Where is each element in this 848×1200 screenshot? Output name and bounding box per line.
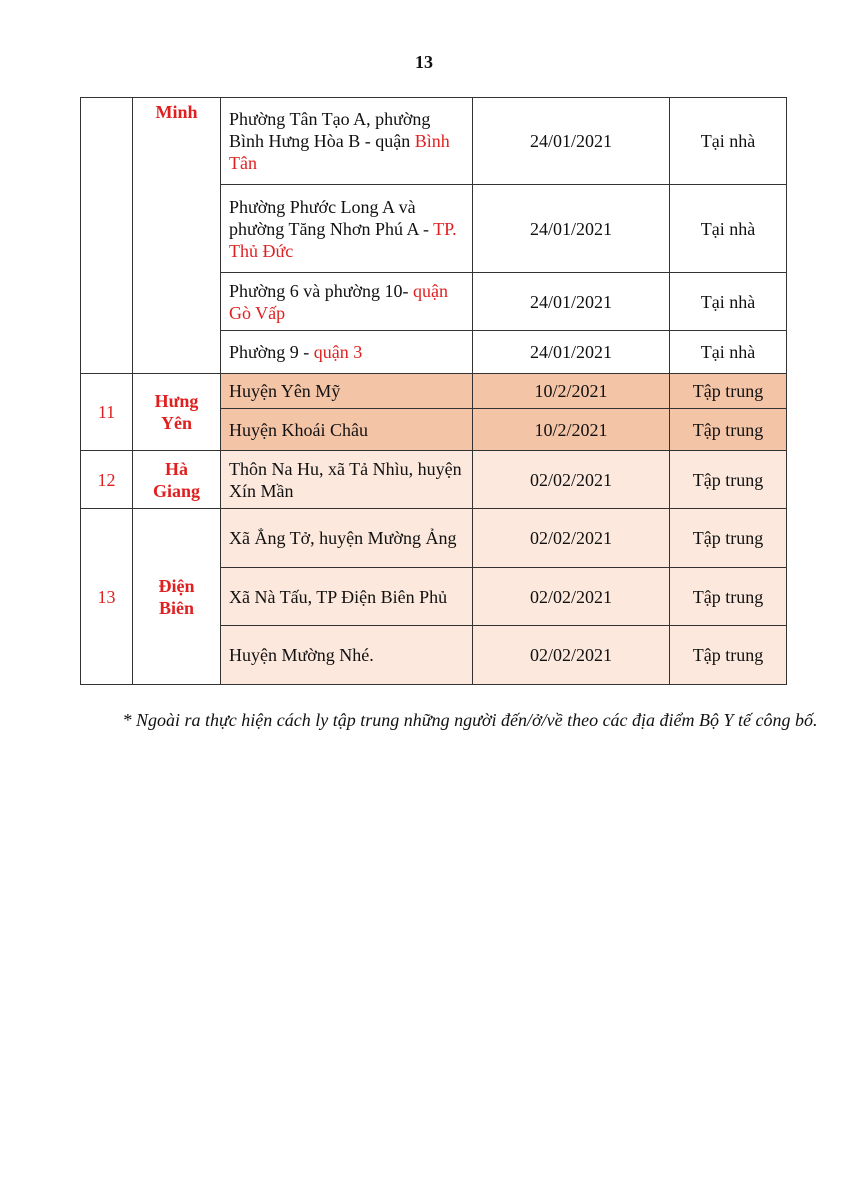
- location-cell: Huyện Mường Nhé.: [221, 626, 473, 685]
- date-cell: 24/01/2021: [473, 98, 670, 185]
- date-cell: 10/2/2021: [473, 409, 670, 451]
- date-cell: 02/02/2021: [473, 451, 670, 509]
- row-number-cell: 11: [81, 374, 133, 451]
- province-cell: Minh: [133, 98, 221, 374]
- location-cell: Huyện Khoái Châu: [221, 409, 473, 451]
- date-cell: 02/02/2021: [473, 568, 670, 626]
- table-row: [81, 374, 787, 409]
- type-cell: Tại nhà: [670, 185, 787, 273]
- location-cell: Phường Phước Long A và phường Tăng Nhơn Phú A - TP. Thủ Đức: [221, 185, 473, 273]
- type-cell: Tại nhà: [670, 98, 787, 185]
- date-cell: 24/01/2021: [473, 273, 670, 331]
- page-number: 13: [415, 52, 433, 72]
- type-cell: Tập trung: [670, 626, 787, 685]
- table-row: [81, 509, 787, 568]
- date-cell: 10/2/2021: [473, 374, 670, 409]
- row-number-cell: [81, 98, 133, 374]
- location-cell: Huyện Yên Mỹ: [221, 374, 473, 409]
- date-cell: 02/02/2021: [473, 626, 670, 685]
- row-number-cell: 13: [81, 509, 133, 685]
- type-cell: Tập trung: [670, 409, 787, 451]
- type-cell: Tập trung: [670, 509, 787, 568]
- location-cell: Phường 9 - quận 3: [221, 331, 473, 374]
- table-row: [81, 98, 787, 185]
- location-cell: Xã Ẳng Tở, huyện Mường Ảng: [221, 509, 473, 568]
- type-cell: Tập trung: [670, 451, 787, 509]
- type-cell: Tập trung: [670, 568, 787, 626]
- type-cell: Tại nhà: [670, 273, 787, 331]
- location-cell: Xã Nà Tấu, TP Điện Biên Phủ: [221, 568, 473, 626]
- footnote: * Ngoài ra thực hiện cách ly tập trung những người đến/ở/về theo các địa điểm Bộ Y tế công bố.: [122, 710, 818, 730]
- row-number-cell: 12: [81, 451, 133, 509]
- quarantine-table: [80, 97, 787, 685]
- location-cell: Phường 6 và phường 10- quận Gò Vấp: [221, 273, 473, 331]
- province-cell: Điện Biên: [133, 509, 221, 685]
- province-cell: Hà Giang: [133, 451, 221, 509]
- type-cell: Tại nhà: [670, 331, 787, 374]
- location-cell: Thôn Na Hu, xã Tả Nhìu, huyện Xín Mần: [221, 451, 473, 509]
- table-row: [81, 451, 787, 509]
- location-cell: Phường Tân Tạo A, phường Bình Hưng Hòa B - quận Bình Tân: [221, 98, 473, 185]
- province-cell: Hưng Yên: [133, 374, 221, 451]
- type-cell: Tập trung: [670, 374, 787, 409]
- date-cell: 24/01/2021: [473, 185, 670, 273]
- date-cell: 02/02/2021: [473, 509, 670, 568]
- date-cell: 24/01/2021: [473, 331, 670, 374]
